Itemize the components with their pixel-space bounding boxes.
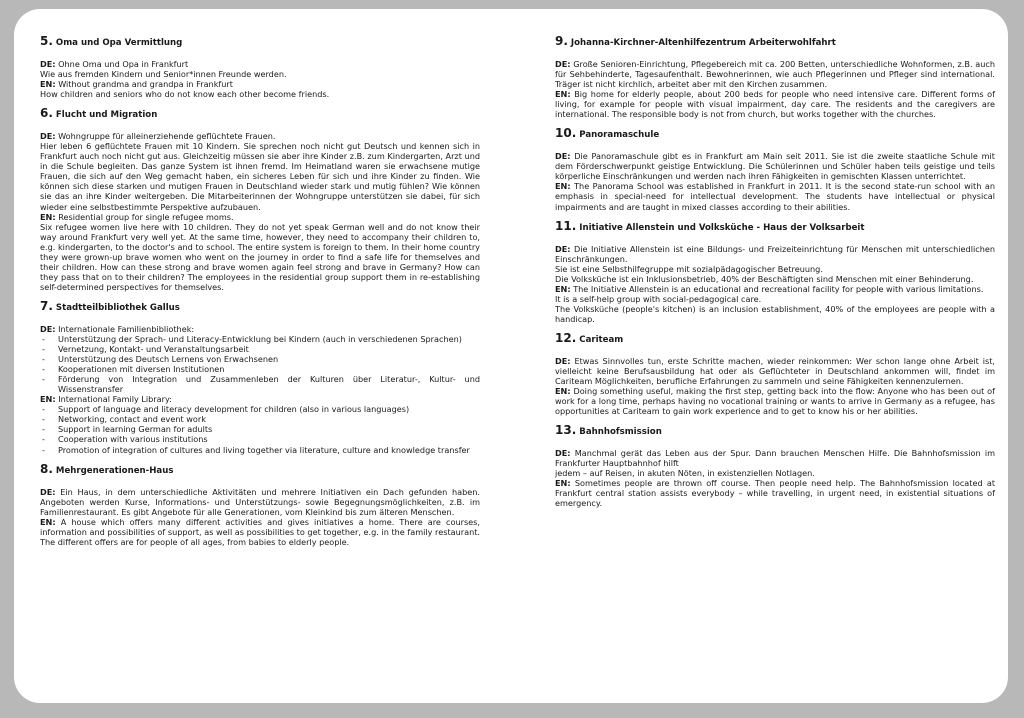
section-heading (555, 35, 995, 49)
paragraph (555, 386, 995, 416)
paragraph-text: Große Senioren-Einrichtung, Pflegebereich mit ca. 200 Betten, unterschiedliche Wohnformen, z.B. auch für Sehbehinderte, Tagesaufenthalt. Bewohnerinnen, wie auch Pflegerinnen und Pfleger sind international. Träger ist nicht kirchlich, arbeitet aber mit den Kirchen zusammen. (555, 59, 995, 90)
paragraph-text: The Panorama School was established in Frankfurt in 2011. It is the second state-run school with an emphasis in special-need for intellectual development. The students have intellectual or physical impairments and are taught in mixed classes according to their abilities. (555, 181, 995, 212)
section-title: Mehrgenerationen-Haus (55, 465, 174, 476)
paragraph-text: The Initiative Allenstein is an educational and recreational facility for people with various limitations. (570, 283, 984, 294)
paragraph-text: Sie ist eine Selbsthilfegruppe mit sozialpädagogischer Betreuung. (555, 263, 823, 274)
list-item: - Kooperationen mit diversen Institutionen (40, 364, 480, 374)
section-number: 6. (40, 106, 53, 121)
paragraph (555, 244, 995, 264)
paragraph (40, 324, 480, 334)
paragraph-text: Ein Haus, in dem unterschiedliche Aktivitäten und mehrere Initiativen ein Dach gefunden haben. Angeboten werden Kurse, Informations- und Unterstützungs- sowie Begegnungsmöglichkeiten, z.B. im Familienrestaurant. Es gibt Angebote für alle Generationen, vom Kleinkind bis zum älteren Menschen. (40, 486, 480, 517)
language-label: DE: (40, 486, 56, 497)
language-label: DE: (555, 59, 571, 69)
language-label: DE: (40, 59, 56, 69)
language-label: EN: (555, 89, 571, 100)
paragraph (555, 181, 995, 211)
section-number: 11. (555, 218, 577, 233)
paragraph-text: Etwas Sinnvolles tun, erste Schritte machen, wieder reinkommen: Wer schon lange ohne Arbeit ist, vielleicht keine Berufsausbildung hat oder als Geflüchteter in Deutschland ankommen will, findet im Cariteam Möglichkeiten, berufliche Erfahrungen zu sammeln und seine Fähigkeiten kennenzulernen. (555, 355, 995, 387)
language-label: EN: (40, 394, 56, 405)
paragraph (40, 89, 480, 99)
paragraph-text: Hier leben 6 geflüchtete Frauen mit 10 Kindern. Sie sprechen noch nicht gut Deutsch und kennen sich in Frankfurt auch noch nicht gut aus. Gleichzeitig müssen sie aber ihre Kinder z.B. zum Kindergarten, Arzt und in die Schule begleiten. Das ganze System ist ihnen fremd. Im Heimatland waren sie erwachsene mutige Frauen, die sich auf den Weg gemacht haben, ein sicheres Leben für sich und ihre Kinder zu finden. Wie können sich diese starken und mutigen Frauen in Deutschland wieder stark und mutig fühlen? Wie können sie das an ihre Kinder weitergeben. Die Mitarbeiterinnen der Wohngruppe unterstützen sie dabei, für sich wieder eine selbstbestimmte Perspektive aufzubauen. (40, 141, 480, 212)
section (40, 107, 480, 292)
section-heading (40, 35, 480, 49)
language-label: DE: (40, 131, 56, 142)
bullet-list (40, 334, 480, 394)
paragraph (40, 394, 480, 404)
section (40, 300, 480, 455)
paragraph (555, 468, 995, 478)
paragraph (555, 284, 995, 294)
section-heading (40, 463, 480, 477)
list-item: - Cooperation with various institutions (40, 434, 480, 444)
section-title: Stadtteilbibliothek Gallus (55, 302, 180, 313)
paragraph (40, 517, 480, 547)
section (555, 424, 995, 508)
section-title: Bahnhofsmission (579, 427, 662, 438)
paragraph (555, 151, 995, 181)
language-label: EN: (555, 283, 571, 294)
paragraph-text: Big home for elderly people, about 200 beds for people who need intensive care. Different forms of living, for example for people with visual impairment, day care. The residents and the caregivers are international. The responsible body is not from church, but works together with the churches. (555, 89, 995, 120)
section-number: 9. (555, 34, 568, 48)
section-title: Cariteam (579, 334, 624, 345)
section-heading (555, 127, 995, 141)
paragraph-text: Die Panoramaschule gibt es in Frankfurt am Main seit 2011. Sie ist die zweite staatliche Schule mit dem Förderschwerpunkt geistige Entwicklung. Die Schülerinnen und Schüler haben teils geistige und teils körperliche Einschränkungen und werden nach ihren Fähigkeiten in gemischten Klassen unterrichtet. (555, 151, 995, 182)
section-title: Flucht und Migration (55, 110, 158, 121)
language-label: EN: (555, 181, 571, 192)
list-item: - Support of language and literacy development for children (also in various languages) (40, 404, 480, 414)
paragraph-text: A house which offers many different activities and gives initiatives a home. There are courses, information and possibilities of support, as well as possibilities to get together, e.g. in the family restaurant. The different offers are for people of all ages, from babies to elderly people. (40, 516, 480, 547)
paragraph (555, 274, 995, 284)
paragraph-text: Internationale Familienbibliothek: (55, 323, 195, 334)
language-label: DE: (40, 323, 56, 334)
language-label: EN: (555, 478, 571, 489)
paragraph-text: Without grandma and grandpa in Frankfurt (55, 79, 233, 90)
paragraph (555, 304, 995, 324)
section-number: 7. (40, 298, 53, 313)
paragraph (40, 131, 480, 141)
paragraph (555, 448, 995, 468)
paragraph-text: jedem – auf Reisen, in akuten Nöten, in existenziellen Notlagen. (555, 468, 815, 479)
paragraph-text: Wohngruppe für alleinerziehende geflüchtete Frauen. (55, 131, 276, 142)
list-item: - Unterstützung des Deutsch Lernens von Erwachsenen (40, 354, 480, 364)
paragraph (555, 478, 995, 508)
paragraph (40, 222, 480, 292)
paragraph (40, 79, 480, 89)
paragraph (40, 487, 480, 517)
section (40, 35, 480, 99)
section-number: 10. (555, 126, 577, 141)
paragraph (555, 89, 995, 119)
section (555, 220, 995, 324)
paragraph-text: Ohne Oma und Opa in Frankfurt (55, 59, 189, 69)
section-title: Johanna-Kirchner-Altenhilfezentrum Arbeiterwohlfahrt (570, 38, 836, 48)
language-label: DE: (555, 151, 571, 162)
paragraph-text: Manchmal gerät das Leben aus der Spur. Dann brauchen Menschen Hilfe. Die Bahnhofsmission im Frankfurter Hauptbahnhof hilft (555, 448, 995, 469)
paragraph (555, 294, 995, 304)
section-heading (555, 220, 995, 234)
section-title: Initiative Allenstein und Volksküche - Haus der Volksarbeit (579, 222, 865, 233)
language-label: DE: (555, 448, 571, 459)
section-title: Oma und Opa Vermittlung (55, 38, 183, 48)
paragraph-text: Six refugee women live here with 10 children. They do not yet speak German well and do not know their way around Frankfurt very well yet. At the same time, however, they need to accompany their children to, e.g. kindergarten, to the doctor's and to school. The entire system is foreign to them. In their home country they were grown-up brave women who went on the journey in order to find a safe life for themselves and their children. How can these strong and brave women again feel strong and brave in Germany? How can they pass that on to their children? The employees in the residential group support them in re-establishing self-determined perspectives for themselves. (40, 221, 480, 292)
language-label: EN: (40, 516, 56, 527)
section-number: 12. (555, 330, 577, 345)
list-item: - Support in learning German for adults (40, 424, 480, 434)
right-column (555, 35, 995, 517)
section (555, 35, 995, 119)
paragraph-text: International Family Library: (55, 394, 172, 405)
section-title: Panoramaschule (579, 130, 660, 141)
paragraph (40, 212, 480, 222)
paragraph (555, 59, 995, 89)
list-item: - Vernetzung, Kontakt- und Veranstaltungsarbeit (40, 344, 480, 354)
section-heading (40, 107, 480, 121)
bullet-list (40, 404, 480, 454)
section (40, 463, 480, 547)
section-number: 5. (40, 34, 53, 48)
paragraph-text: Die Volksküche ist ein Inklusionsbetrieb, 40% der Beschäftigten sind Menschen mit einer Behinderung. (555, 273, 974, 284)
paragraph-text: Residential group for single refugee moms. (55, 211, 234, 222)
list-item: - Förderung von Integration und Zusammenleben der Kulturen über Literatur-, Kultur- und Wissenstransfer (40, 374, 480, 394)
language-label: EN: (40, 211, 56, 222)
section (555, 332, 995, 416)
section-number: 8. (40, 461, 53, 476)
list-item: - Networking, contact and event work (40, 414, 480, 424)
paragraph-text: Sometimes people are thrown off course. Then people need help. The Bahnhofsmission located at Frankfurt central station assists everybody – while travelling, in urgent need, in existential situations of emergency. (555, 478, 995, 509)
list-item: - Promotion of integration of cultures and living together via literature, culture and knowledge transfer (40, 445, 480, 455)
list-item: - Unterstützung der Sprach- und Literacy-Entwicklung bei Kindern (auch in verschiedenen Sprachen) (40, 334, 480, 344)
paragraph-text: Wie aus fremden Kindern und Senior*innen Freunde werden. (40, 69, 287, 80)
paragraph (555, 264, 995, 274)
paragraph (40, 141, 480, 211)
paragraph-text: The Volksküche (people's kitchen) is an inclusion establishment, 40% of the employees are people with a handicap. (555, 303, 995, 324)
language-label: EN: (555, 386, 571, 397)
paragraph-text: It is a self-help group with social-pedagogical care. (555, 293, 762, 304)
paragraph (40, 59, 480, 69)
paragraph (555, 356, 995, 386)
paragraph-text: Doing something useful, making the first step, getting back into the flow: Anyone who has been out of work for a long time, perhaps having no vocational training or wants to arrive in Germany as a refugee, has opportunities at Cariteam to gain work experience and to get to know his or her abilities. (555, 386, 995, 417)
left-column (40, 35, 480, 555)
language-label: DE: (555, 355, 571, 366)
language-label: EN: (40, 79, 56, 90)
section-number: 13. (555, 423, 577, 438)
section (555, 127, 995, 211)
section-heading (555, 424, 995, 438)
section-heading (555, 332, 995, 346)
section-heading (40, 300, 480, 314)
paragraph-text: How children and seniors who do not know each other become friends. (40, 89, 330, 100)
paragraph-text: Die Initiative Allenstein ist eine Bildungs- und Freizeiteinrichtung für Menschen mit unterschiedlichen Einschränkungen. (555, 243, 995, 264)
document-sheet (14, 9, 1008, 703)
paragraph (40, 69, 480, 79)
language-label: DE: (555, 243, 571, 254)
